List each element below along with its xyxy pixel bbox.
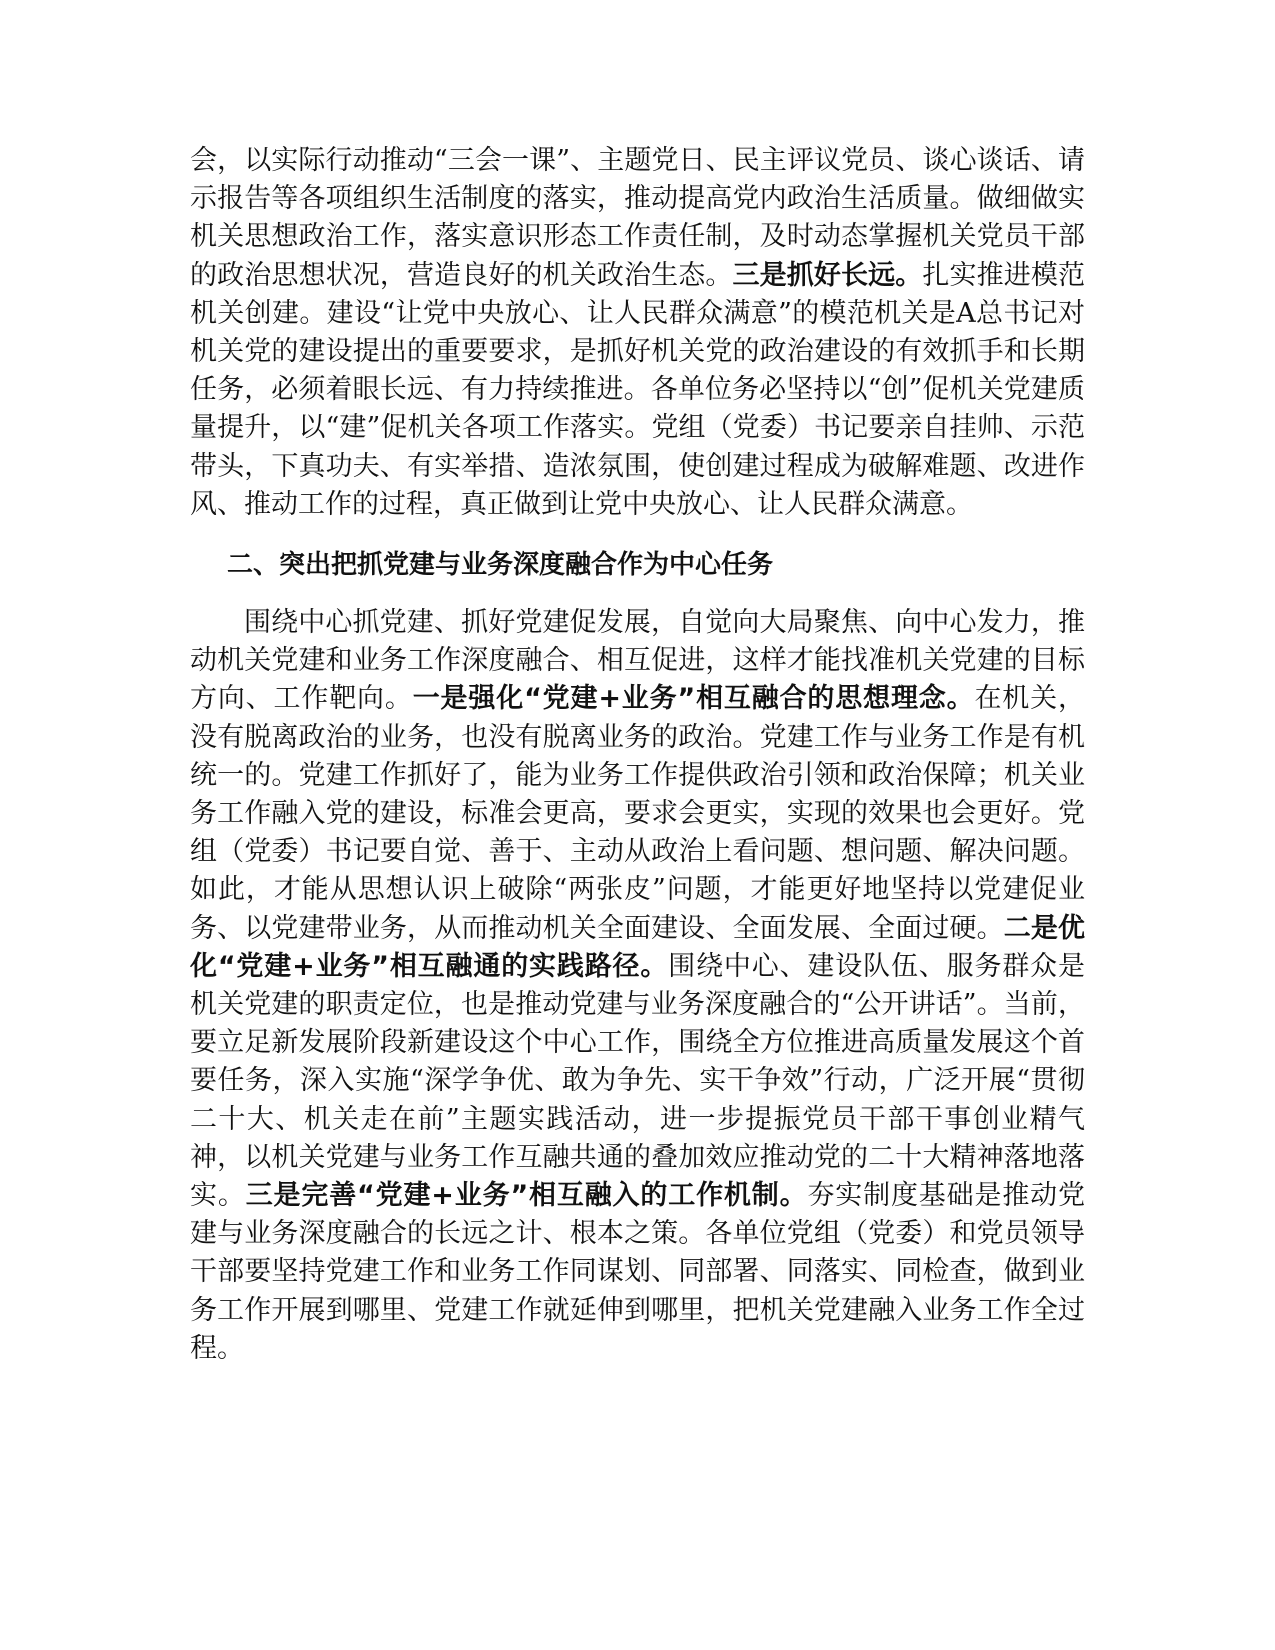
paragraph-2-text-2: 在机关，没有脱离政治的业务，也没有脱离业务的政治。党建工作与业务工作是有机统一的。党建工作抓好了，能为业务工作提供政治引领和政治保障；机关业务工作融入党的建设，标准会更高，要求会更实，实现的效果也会更好。党组（党委）书记要自觉、善于、主动从政治上看问题、想问题、解决问题。如此，才能从思想认识上破除“两张皮”问题，才能更好地坚持以党建促业务、以党建带业务，从而推动机关全面建设、全面发展、全面过硬。 bbox=[190, 683, 1085, 944]
spacer bbox=[190, 524, 1085, 546]
paragraph-2-bold-1: 一是强化“党建+业务”相互融合的思想理念。 bbox=[412, 683, 975, 715]
paragraph-1-text-1: 会，以实际行动推动“三会一课”、主题党日、民主评议党员、谈心谈话、请示报告等各项组织生活制度的落实，推动提高党内政治生活质量。做细做实机关思想政治工作，落实意识形态工作责任制，及时动态掌握机关党员干部的政治思想状况，营造良好的机关政治生态。 bbox=[190, 145, 1085, 291]
paragraph-1 bbox=[190, 142, 1085, 524]
paragraph-2-text-1: 围绕中心抓党建、抓好党建促发展，自觉向大局聚焦、向中心发力，推动机关党建和业务工作深度融合、相互促进，这样才能找准机关党建的目标方向、工作靶向。 bbox=[190, 607, 1085, 715]
spacer bbox=[190, 584, 1085, 604]
section-heading: 二、突出把抓党建与业务深度融合作为中心任务 bbox=[227, 550, 774, 581]
paragraph-2-text-4: 夯实制度基础是推动党建与业务深度融合的长远之计、根本之策。各单位党组（党委）和党员领导干部要坚持党建工作和业务工作同谋划、同部署、同落实、同检查，做到业务工作开展到哪里、党建工作就延伸到哪里，把机关党建融入业务工作全过程。 bbox=[190, 1180, 1085, 1364]
paragraph-2-text-3: 围绕中心、建设队伍、服务群众是机关党建的职责定位，也是推动党建与业务深度融合的“公开讲话”。当前，要立足新发展阶段新建设这个中心工作，围绕全方位推进高质量发展这个首要任务，深入实施“深学争优、敢为争先、实干争效”行动，广泛开展“贯彻二十大、机关走在前”主题实践活动，进一步提振党员干部干事创业精气神，以机关党建与业务工作互融共通的叠加效应推动党的二十大精神落地落实。 bbox=[190, 950, 1085, 1212]
paragraph-1-text-2: 扎实推进模范机关创建。建设“让党中央放心、让人民群众满意”的模范机关是A总书记对机关党的建设提出的重要要求，是抓好机关党的政治建设的有效抓手和长期任务，必须着眼长远、有力持续推进。各单位务必坚持以“创”促机关党建质量提升，以“建”促机关各项工作落实。党组（党委）书记要亲自挂帅、示范带头，下真功夫、有实举措、造浓氛围，使创建过程成为破解难题、改进作风、推动工作的过程，真正做到让党中央放心、让人民群众满意。 bbox=[190, 259, 1085, 520]
paragraph-2-bold-3: 三是完善“党建+业务”相互融入的工作机制。 bbox=[245, 1180, 808, 1212]
paragraph-2 bbox=[190, 604, 1085, 1368]
document-page bbox=[190, 142, 1085, 1368]
paragraph-2-bold-2: 二是优化“党建+业务”相互融通的实践路径。 bbox=[190, 912, 1085, 982]
paragraph-1-bold-1: 三是抓好长远。 bbox=[732, 259, 923, 291]
